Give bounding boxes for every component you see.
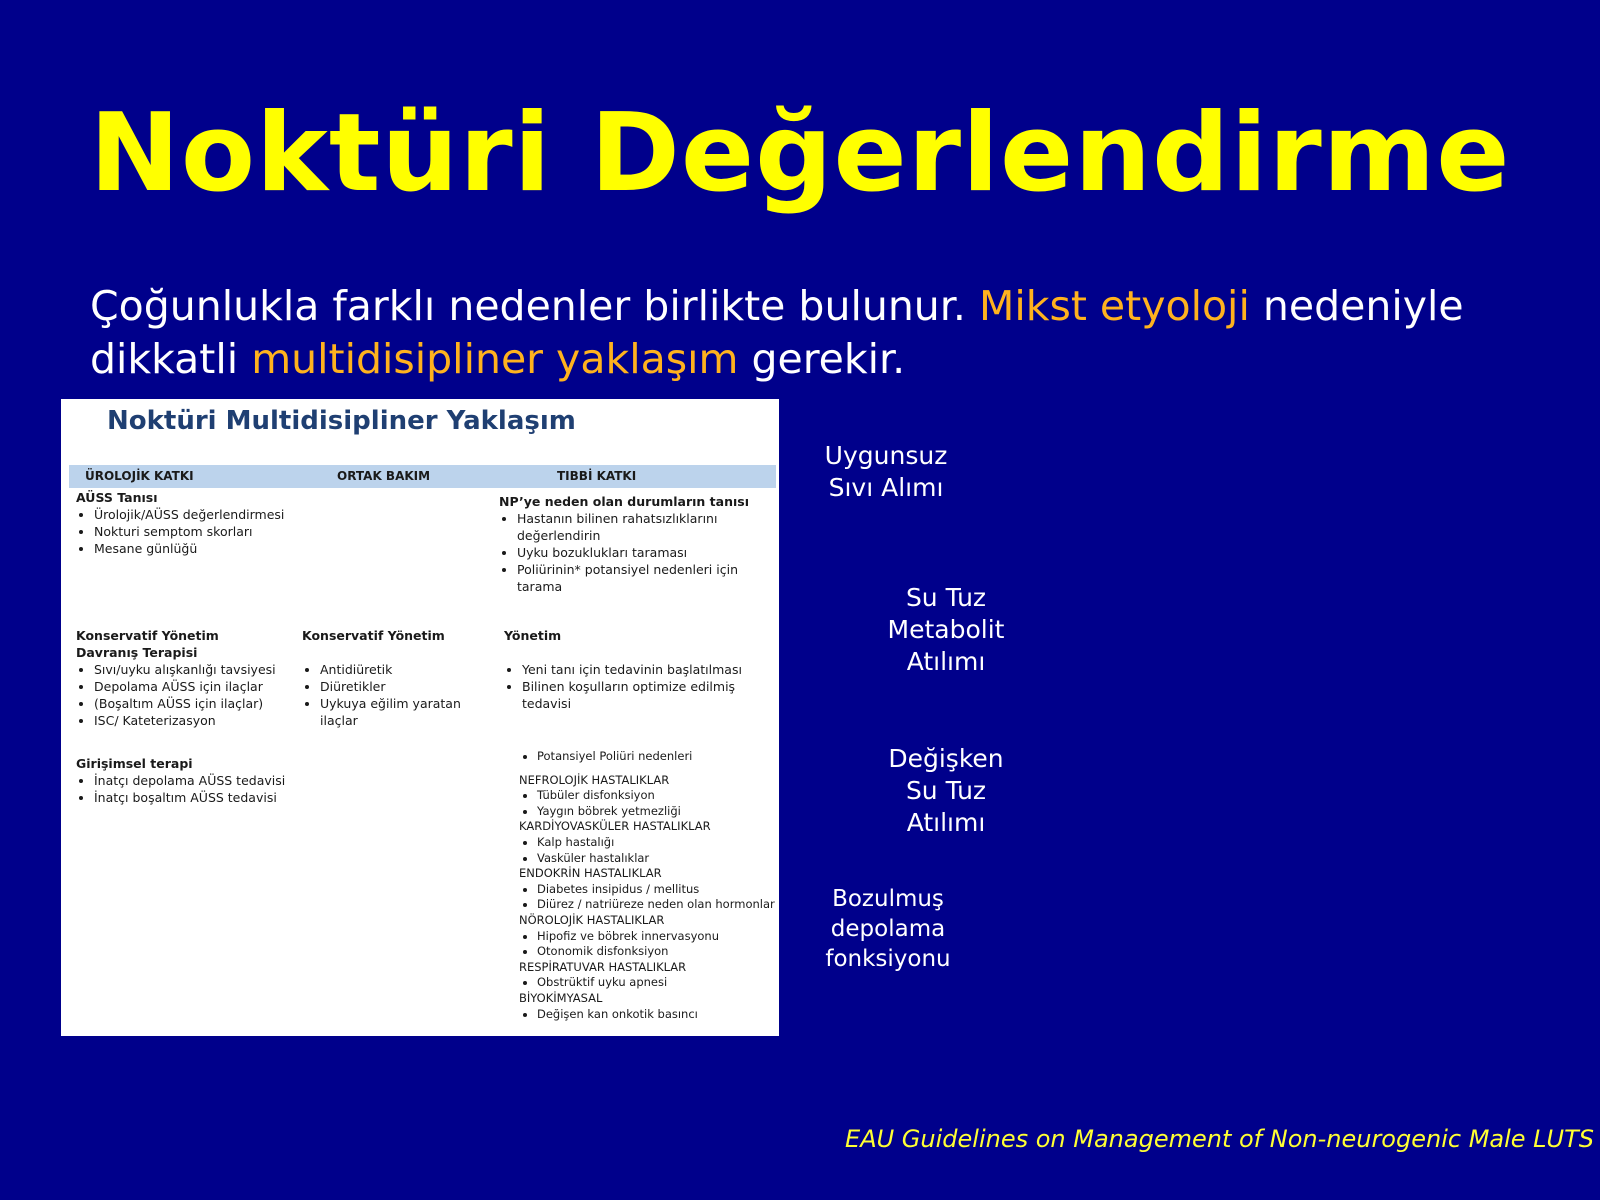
list-item: • Kalp hastalığı [537, 835, 779, 851]
section-heading: NÖROLOJİK HASTALIKLAR [519, 912, 665, 927]
shared-conservative-heading: Konservatif Yönetim [302, 628, 445, 643]
intro-part-1: Çoğunlukla farklı nedenler birlikte bulunur. [90, 282, 979, 330]
list-item: • Nokturi semptom skorları [94, 523, 326, 540]
footer-citation: EAU Guidelines on Management of Non-neurogenic Male LUTS [845, 1125, 1594, 1153]
list-item: • Vasküler hastalıklar [537, 851, 779, 867]
side-label-line: fonksiyonu [825, 946, 951, 972]
list-item: • Mesane günlüğü [94, 540, 326, 557]
list-item: • Yaygın böbrek yetmezliği [537, 804, 779, 820]
section-heading: KARDİYOVASKÜLER HASTALIKLAR [519, 819, 711, 834]
list-item: • Otonomik disfonksiyon [537, 944, 779, 960]
med-diagnosis-block [499, 493, 769, 595]
side-label-line: Metabolit [887, 615, 1005, 644]
intro-text [90, 280, 1550, 386]
list-item: • Obstrüktif uyku apnesi [537, 975, 779, 991]
behavior-therapy-heading: Davranış Terapisi [76, 645, 198, 660]
list-item: • İnatçı boşaltım AÜSS tedavisi [94, 789, 296, 806]
side-label-line: Bozulmuş [832, 886, 944, 912]
intro-part-2: nedeniyle dikkatli [90, 282, 1464, 383]
list-item: • Depolama AÜSS için ilaçlar [94, 678, 306, 695]
intro-highlight-multidisciplinary: multidisipliner yaklaşım [251, 335, 739, 383]
uro-diagnosis-block [76, 489, 326, 557]
uro-conservative-heading: Konservatif Yönetim [76, 628, 219, 643]
list-item: • Değişen kan onkotik basıncı [537, 1007, 779, 1023]
list-item: • Hipofiz ve böbrek innervasyonu [537, 929, 779, 945]
figure-title: Noktüri Multidisipliner Yaklaşım [107, 406, 576, 436]
list-item: • Hastanın bilinen rahatsızlıklarını değerlendirin [517, 510, 769, 544]
list-item: • Diürez / natriüreze neden olan hormonlar [537, 897, 779, 913]
med-diagnosis-heading: NP’ye neden olan durumların tanısı [499, 494, 749, 509]
list-item: • Ürolojik/AÜSS değerlendirmesi [94, 506, 326, 523]
section-heading: RESPİRATUVAR HASTALIKLAR [519, 959, 687, 974]
side-label-fluid-intake [786, 440, 986, 504]
uro-interventional-block [76, 755, 296, 806]
side-label-storage [788, 884, 988, 974]
column-shared-care: ORTAK BAKIM [337, 469, 431, 483]
uro-conservative-block [76, 627, 306, 729]
list-item: • Bilinen koşulların optimize edilmiş tedavisi [522, 678, 769, 712]
med-management-block [504, 627, 769, 712]
figure-column-header [69, 465, 776, 488]
side-label-salt-excretion [846, 582, 1046, 678]
approach-figure [61, 399, 779, 1036]
list-item: • Tübüler disfonksiyon [537, 788, 779, 804]
side-label-line: depolama [830, 916, 946, 942]
med-management-heading: Yönetim [504, 628, 562, 643]
list-item: • ISC/ Kateterizasyon [94, 712, 306, 729]
section-heading: ENDOKRİN HASTALIKLAR [519, 866, 662, 881]
intro-part-3: gerekir. [738, 335, 906, 383]
list-item: • Diabetes insipidus / mellitus [537, 882, 779, 898]
column-urologic: ÜROLOJİK KATKI [85, 469, 194, 483]
list-item: • Sıvı/uyku alışkanlığı tavsiyesi [94, 661, 306, 678]
side-label-line: Sıvı Alımı [828, 473, 944, 502]
intro-highlight-mixed-etiology: Mikst etyoloji [978, 282, 1250, 330]
list-item: • Uyku bozuklukları taraması [517, 544, 769, 561]
side-label-line: Su Tuz [905, 776, 987, 805]
list-item: • İnatçı depolama AÜSS tedavisi [94, 772, 296, 789]
section-heading: NEFROLOJİK HASTALIKLAR [519, 772, 670, 787]
list-item: • Poliürinin* potansiyel nedenleri için tarama [517, 561, 769, 595]
polyuria-causes-block [519, 749, 779, 1022]
side-label-line: Atılımı [906, 808, 986, 837]
shared-conservative-block [302, 627, 502, 729]
section-heading: BİYOKİMYASAL [519, 990, 603, 1005]
list-item: • (Boşaltım AÜSS için ilaçlar) [94, 695, 306, 712]
side-label-variable-excretion [846, 743, 1046, 839]
side-label-line: Uygunsuz [824, 441, 948, 470]
uro-diagnosis-heading: AÜSS Tanısı [76, 490, 158, 505]
list-item: • Uykuya eğilim yaratan ilaçlar [320, 695, 502, 729]
uro-interventional-heading: Girişimsel terapi [76, 756, 193, 771]
list-item: • Antidiüretik [320, 661, 502, 678]
side-label-line: Su Tuz [905, 583, 987, 612]
polyuria-note: • Potansiyel Poliüri nedenleri [537, 749, 779, 765]
side-label-line: Atılımı [906, 647, 986, 676]
list-item: • Diüretikler [320, 678, 502, 695]
slide-title: Noktüri Değerlendirme [89, 91, 1511, 216]
list-item: • Yeni tanı için tedavinin başlatılması [522, 661, 769, 678]
side-label-line: Değişken [888, 744, 1004, 773]
column-medical: TIBBİ KATKI [557, 469, 637, 483]
